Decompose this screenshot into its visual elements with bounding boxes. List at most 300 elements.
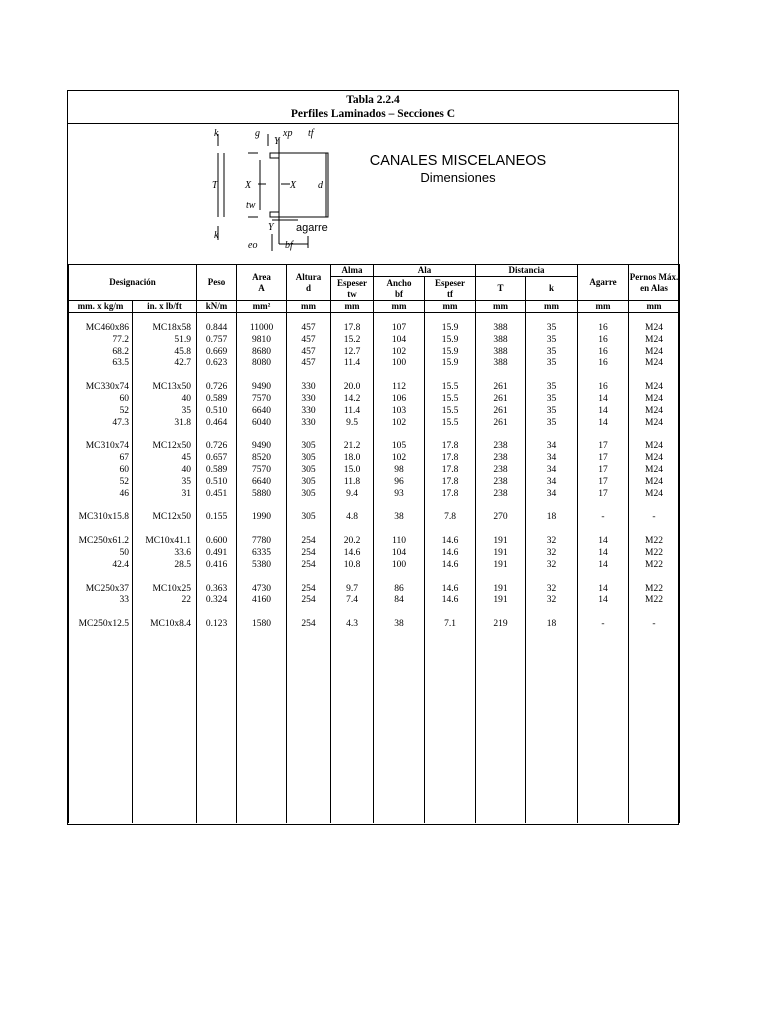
table-cell: 0.757 bbox=[197, 335, 237, 347]
table-cell: 17.8 bbox=[425, 429, 476, 453]
table-cell: 106 bbox=[374, 394, 425, 406]
label-T: T bbox=[212, 180, 218, 191]
label-tw: tw bbox=[246, 200, 256, 211]
table-cell: 15.2 bbox=[331, 335, 374, 347]
table-cell: 457 bbox=[287, 358, 331, 370]
table-cell: M24 bbox=[629, 465, 680, 477]
table-cell: 20.0 bbox=[331, 370, 374, 394]
table-cell: 68.2 bbox=[69, 347, 133, 359]
table-filler-cell bbox=[476, 631, 526, 823]
table-cell: 5380 bbox=[237, 560, 287, 572]
table-cell: 32 bbox=[526, 524, 578, 548]
table-cell: 15.9 bbox=[425, 335, 476, 347]
table-cell: 191 bbox=[476, 560, 526, 572]
table-cell: 16 bbox=[578, 313, 629, 335]
table-row bbox=[69, 465, 680, 477]
figure-block bbox=[68, 123, 678, 265]
table-cell: 38 bbox=[374, 607, 425, 631]
table-cell: - bbox=[629, 500, 680, 524]
header-area bbox=[237, 265, 287, 301]
label-x-right: X bbox=[290, 180, 297, 191]
table-cell: 14.6 bbox=[425, 548, 476, 560]
table-cell: 35 bbox=[526, 335, 578, 347]
table-cell: 35 bbox=[526, 370, 578, 394]
table-cell: 17 bbox=[578, 429, 629, 453]
table-cell: 7.1 bbox=[425, 607, 476, 631]
table-cell: MC12x50 bbox=[133, 429, 197, 453]
table-cell: 6040 bbox=[237, 418, 287, 430]
table-cell: 15.9 bbox=[425, 347, 476, 359]
table-cell: 0.155 bbox=[197, 500, 237, 524]
heading-main: CANALES MISCELANEOS bbox=[369, 153, 547, 169]
table-cell: 11.4 bbox=[331, 358, 374, 370]
table-cell: 35 bbox=[526, 347, 578, 359]
table-cell: 11.4 bbox=[331, 406, 374, 418]
table-cell: 14 bbox=[578, 595, 629, 607]
table-cell: 0.726 bbox=[197, 370, 237, 394]
table-row bbox=[69, 418, 680, 430]
table-cell: 112 bbox=[374, 370, 425, 394]
table-cell: 77.2 bbox=[69, 335, 133, 347]
table-row bbox=[69, 524, 680, 548]
table-cell: 34 bbox=[526, 489, 578, 501]
table-row bbox=[69, 500, 680, 524]
table-cell: 17.8 bbox=[425, 477, 476, 489]
table-cell: 261 bbox=[476, 394, 526, 406]
table-cell: 6335 bbox=[237, 548, 287, 560]
table-cell: 15.9 bbox=[425, 358, 476, 370]
table-cell: 14 bbox=[578, 560, 629, 572]
header-ala-ancho-label: Ancho bbox=[386, 277, 412, 288]
table-cell: 388 bbox=[476, 347, 526, 359]
table-cell: 15.9 bbox=[425, 313, 476, 335]
unit-cell: mm bbox=[476, 301, 526, 313]
table-cell: 38 bbox=[374, 500, 425, 524]
table-cell: 51.9 bbox=[133, 335, 197, 347]
header-ala-espesor-label: Espeser bbox=[435, 277, 466, 288]
table-cell: 6640 bbox=[237, 406, 287, 418]
table-cell: 238 bbox=[476, 429, 526, 453]
table-cell: 35 bbox=[526, 418, 578, 430]
table-cell: 32 bbox=[526, 595, 578, 607]
label-y-bottom: Y bbox=[268, 222, 274, 233]
header-ala-ancho bbox=[374, 277, 425, 301]
table-cell: 14 bbox=[578, 406, 629, 418]
label-x-left: X bbox=[245, 180, 252, 191]
unit-cell: mm bbox=[526, 301, 578, 313]
header-altura bbox=[287, 265, 331, 301]
table-filler-cell bbox=[629, 631, 680, 823]
table-cell: M24 bbox=[629, 394, 680, 406]
unit-cell: mm. x kg/m bbox=[69, 301, 133, 313]
table-filler-row bbox=[69, 631, 680, 823]
header-pernos: Pernos Máx. en Alas bbox=[629, 265, 680, 301]
table-cell: 305 bbox=[287, 477, 331, 489]
table-cell: 14.6 bbox=[425, 524, 476, 548]
table-cell: 107 bbox=[374, 313, 425, 335]
table-cell: 1580 bbox=[237, 607, 287, 631]
table-cell: 0.600 bbox=[197, 524, 237, 548]
label-y-top: Y bbox=[274, 136, 280, 147]
table-row bbox=[69, 347, 680, 359]
label-xp: xp bbox=[283, 128, 293, 139]
table-cell: 86 bbox=[374, 572, 425, 596]
table-cell: 31.8 bbox=[133, 418, 197, 430]
table-cell: 93 bbox=[374, 489, 425, 501]
table-cell: 191 bbox=[476, 524, 526, 548]
table-cell: M24 bbox=[629, 347, 680, 359]
table-cell: 15.5 bbox=[425, 418, 476, 430]
table-cell: MC460x86 bbox=[69, 313, 133, 335]
table-cell: 238 bbox=[476, 453, 526, 465]
table-cell: 254 bbox=[287, 607, 331, 631]
label-eo: eo bbox=[248, 240, 258, 251]
table-filler-cell bbox=[331, 631, 374, 823]
table-row bbox=[69, 595, 680, 607]
table-row bbox=[69, 394, 680, 406]
table-row bbox=[69, 335, 680, 347]
table-cell: M24 bbox=[629, 489, 680, 501]
table-cell: 15.0 bbox=[331, 465, 374, 477]
table-cell: 0.657 bbox=[197, 453, 237, 465]
table-cell: 14 bbox=[578, 394, 629, 406]
table-cell: 4730 bbox=[237, 572, 287, 596]
table-cell: MC10x25 bbox=[133, 572, 197, 596]
header-agarre: Agarre bbox=[578, 265, 629, 301]
table-cell: 17.8 bbox=[425, 453, 476, 465]
table-cell: 16 bbox=[578, 358, 629, 370]
table-cell: 219 bbox=[476, 607, 526, 631]
table-filler-cell bbox=[287, 631, 331, 823]
table-filler-cell bbox=[425, 631, 476, 823]
table-body bbox=[69, 313, 680, 823]
table-cell: 330 bbox=[287, 394, 331, 406]
table-row bbox=[69, 477, 680, 489]
table-cell: 388 bbox=[476, 335, 526, 347]
table-row bbox=[69, 406, 680, 418]
header-alma: Alma bbox=[331, 265, 374, 277]
table-cell: M24 bbox=[629, 418, 680, 430]
table-cell: MC10x8.4 bbox=[133, 607, 197, 631]
table-cell: 22 bbox=[133, 595, 197, 607]
table-cell: 17 bbox=[578, 465, 629, 477]
table-cell: 14 bbox=[578, 524, 629, 548]
table-cell: 457 bbox=[287, 347, 331, 359]
table-cell: 8080 bbox=[237, 358, 287, 370]
table-cell: 305 bbox=[287, 500, 331, 524]
table-cell: 254 bbox=[287, 595, 331, 607]
table-cell: 191 bbox=[476, 572, 526, 596]
header-ala: Ala bbox=[374, 265, 476, 277]
table-cell: M22 bbox=[629, 595, 680, 607]
unit-cell: kN/m bbox=[197, 301, 237, 313]
table-cell: 238 bbox=[476, 465, 526, 477]
table-cell: M24 bbox=[629, 370, 680, 394]
table-cell: 45 bbox=[133, 453, 197, 465]
table-cell: 254 bbox=[287, 572, 331, 596]
table-cell: 35 bbox=[133, 477, 197, 489]
table-filler-cell bbox=[526, 631, 578, 823]
table-cell: - bbox=[578, 500, 629, 524]
table-cell: 261 bbox=[476, 418, 526, 430]
table-cell: 63.5 bbox=[69, 358, 133, 370]
table-cell: M24 bbox=[629, 406, 680, 418]
table-cell: 96 bbox=[374, 477, 425, 489]
label-d: d bbox=[318, 180, 323, 191]
table-cell: 14.2 bbox=[331, 394, 374, 406]
table-row bbox=[69, 572, 680, 596]
table-cell: 16 bbox=[578, 335, 629, 347]
table-cell: 457 bbox=[287, 313, 331, 335]
table-cell: - bbox=[629, 607, 680, 631]
table-row bbox=[69, 313, 680, 335]
table-cell: 9490 bbox=[237, 429, 287, 453]
table-row bbox=[69, 560, 680, 572]
table-cell: 16 bbox=[578, 370, 629, 394]
table-cell: 67 bbox=[69, 453, 133, 465]
table-cell: 0.510 bbox=[197, 406, 237, 418]
table-cell: 0.491 bbox=[197, 548, 237, 560]
table-cell: 6640 bbox=[237, 477, 287, 489]
table-cell: 102 bbox=[374, 418, 425, 430]
table-cell: 0.363 bbox=[197, 572, 237, 596]
table-cell: 102 bbox=[374, 453, 425, 465]
table-cell: 17.8 bbox=[425, 465, 476, 477]
table-cell: 100 bbox=[374, 358, 425, 370]
table-cell: 21.2 bbox=[331, 429, 374, 453]
table-cell: M24 bbox=[629, 335, 680, 347]
header-ala-espesor-symbol: tf bbox=[447, 288, 454, 299]
table-cell: M22 bbox=[629, 572, 680, 596]
table-cell: MC250x37 bbox=[69, 572, 133, 596]
table-cell: 4.8 bbox=[331, 500, 374, 524]
table-filler-cell bbox=[374, 631, 425, 823]
table-cell: 305 bbox=[287, 465, 331, 477]
header-ala-ancho-symbol: bf bbox=[395, 288, 404, 299]
label-tf-top: tf bbox=[308, 128, 314, 139]
table-cell: 14.6 bbox=[425, 560, 476, 572]
table-cell: M24 bbox=[629, 358, 680, 370]
table-cell: 305 bbox=[287, 453, 331, 465]
table-cell: 191 bbox=[476, 548, 526, 560]
table-cell: 16 bbox=[578, 347, 629, 359]
table-cell: 33 bbox=[69, 595, 133, 607]
table-cell: 8680 bbox=[237, 347, 287, 359]
table-cell: 0.589 bbox=[197, 465, 237, 477]
table-cell: 7.4 bbox=[331, 595, 374, 607]
table-cell: 18 bbox=[526, 500, 578, 524]
dimensions-table bbox=[68, 264, 680, 823]
table-frame bbox=[67, 90, 679, 825]
table-cell: 17 bbox=[578, 477, 629, 489]
table-cell: 0.416 bbox=[197, 560, 237, 572]
table-cell: MC12x50 bbox=[133, 500, 197, 524]
unit-cell: mm² bbox=[237, 301, 287, 313]
table-cell: 18.0 bbox=[331, 453, 374, 465]
table-cell: 9490 bbox=[237, 370, 287, 394]
table-cell: 15.5 bbox=[425, 406, 476, 418]
table-cell: 17 bbox=[578, 453, 629, 465]
table-cell: 330 bbox=[287, 370, 331, 394]
table-cell: MC310x15.8 bbox=[69, 500, 133, 524]
table-cell: 40 bbox=[133, 465, 197, 477]
unit-cell: mm bbox=[629, 301, 680, 313]
header-peso: Peso bbox=[197, 265, 237, 301]
table-cell: 60 bbox=[69, 465, 133, 477]
table-cell: 4160 bbox=[237, 595, 287, 607]
table-cell: 14.6 bbox=[425, 595, 476, 607]
table-cell: 45.8 bbox=[133, 347, 197, 359]
table-cell: 34 bbox=[526, 477, 578, 489]
table-cell: M24 bbox=[629, 453, 680, 465]
table-cell: 0.669 bbox=[197, 347, 237, 359]
title-block bbox=[68, 91, 678, 124]
table-cell: 104 bbox=[374, 548, 425, 560]
table-cell: 191 bbox=[476, 595, 526, 607]
table-cell: 254 bbox=[287, 560, 331, 572]
table-cell: 104 bbox=[374, 335, 425, 347]
table-cell: 11000 bbox=[237, 313, 287, 335]
table-cell: 254 bbox=[287, 548, 331, 560]
table-cell: 35 bbox=[133, 406, 197, 418]
table-cell: 305 bbox=[287, 489, 331, 501]
table-cell: 17.8 bbox=[425, 489, 476, 501]
table-cell: 9.4 bbox=[331, 489, 374, 501]
table-row bbox=[69, 548, 680, 560]
table-cell: 28.5 bbox=[133, 560, 197, 572]
table-row bbox=[69, 358, 680, 370]
table-cell: 1990 bbox=[237, 500, 287, 524]
table-cell: 17 bbox=[578, 489, 629, 501]
header-alma-espesor-label: Espeser bbox=[337, 277, 368, 288]
table-cell: 14.6 bbox=[425, 572, 476, 596]
table-cell: 102 bbox=[374, 347, 425, 359]
unit-cell: mm bbox=[331, 301, 374, 313]
table-cell: 35 bbox=[526, 394, 578, 406]
table-row bbox=[69, 453, 680, 465]
table-cell: 7570 bbox=[237, 394, 287, 406]
table-cell: 0.844 bbox=[197, 313, 237, 335]
table-filler-cell bbox=[237, 631, 287, 823]
table-cell: 17.8 bbox=[331, 313, 374, 335]
table-cell: 388 bbox=[476, 313, 526, 335]
table-cell: 100 bbox=[374, 560, 425, 572]
table-cell: 18 bbox=[526, 607, 578, 631]
table-cell: 15.5 bbox=[425, 394, 476, 406]
table-cell: MC13x50 bbox=[133, 370, 197, 394]
table-cell: MC10x41.1 bbox=[133, 524, 197, 548]
table-title: Perfiles Laminados – Secciones C bbox=[290, 108, 456, 120]
table-row bbox=[69, 489, 680, 501]
table-cell: 84 bbox=[374, 595, 425, 607]
header-designacion: Designación bbox=[69, 265, 197, 301]
table-cell: 14 bbox=[578, 548, 629, 560]
table-cell: 9810 bbox=[237, 335, 287, 347]
unit-cell: mm bbox=[425, 301, 476, 313]
header-distancia: Distancia bbox=[476, 265, 578, 277]
table-cell: 110 bbox=[374, 524, 425, 548]
header-ala-espesor bbox=[425, 277, 476, 301]
table-cell: 0.726 bbox=[197, 429, 237, 453]
table-row bbox=[69, 607, 680, 631]
table-cell: 254 bbox=[287, 524, 331, 548]
table-cell: 305 bbox=[287, 429, 331, 453]
table-cell: 35 bbox=[526, 406, 578, 418]
label-agarre: agarre bbox=[296, 222, 328, 234]
header-distancia-k: k bbox=[526, 277, 578, 301]
table-cell: MC18x58 bbox=[133, 313, 197, 335]
channel-section-diagram bbox=[138, 126, 348, 261]
table-cell: 330 bbox=[287, 406, 331, 418]
table-cell: M22 bbox=[629, 524, 680, 548]
unit-cell: mm bbox=[374, 301, 425, 313]
table-cell: 0.510 bbox=[197, 477, 237, 489]
table-cell: 0.464 bbox=[197, 418, 237, 430]
label-bf: bf bbox=[285, 240, 293, 251]
table-cell: 42.7 bbox=[133, 358, 197, 370]
header-area-label: Area bbox=[252, 271, 271, 282]
table-cell: 52 bbox=[69, 406, 133, 418]
table-cell: - bbox=[578, 607, 629, 631]
unit-cell: in. x lb/ft bbox=[133, 301, 197, 313]
table-cell: 32 bbox=[526, 560, 578, 572]
table-cell: M24 bbox=[629, 313, 680, 335]
table-filler-cell bbox=[578, 631, 629, 823]
table-cell: 7780 bbox=[237, 524, 287, 548]
table-cell: 388 bbox=[476, 358, 526, 370]
table-cell: 4.3 bbox=[331, 607, 374, 631]
table-cell: M24 bbox=[629, 429, 680, 453]
header-area-symbol: A bbox=[258, 282, 265, 293]
table-cell: 103 bbox=[374, 406, 425, 418]
table-cell: 238 bbox=[476, 489, 526, 501]
table-cell: 42.4 bbox=[69, 560, 133, 572]
table-cell: 47.3 bbox=[69, 418, 133, 430]
unit-cell: mm bbox=[578, 301, 629, 313]
table-cell: MC310x74 bbox=[69, 429, 133, 453]
table-cell: 35 bbox=[526, 313, 578, 335]
table-cell: 20.2 bbox=[331, 524, 374, 548]
table-cell: MC250x12.5 bbox=[69, 607, 133, 631]
table-cell: 32 bbox=[526, 548, 578, 560]
table-cell: 14.6 bbox=[331, 548, 374, 560]
table-cell: 457 bbox=[287, 335, 331, 347]
table-cell: 8520 bbox=[237, 453, 287, 465]
table-cell: M22 bbox=[629, 560, 680, 572]
label-k-top: k bbox=[214, 128, 219, 139]
label-g: g bbox=[255, 128, 260, 139]
table-cell: 0.324 bbox=[197, 595, 237, 607]
table-cell: 32 bbox=[526, 572, 578, 596]
table-filler-cell bbox=[69, 631, 133, 823]
table-cell: 330 bbox=[287, 418, 331, 430]
table-filler-cell bbox=[197, 631, 237, 823]
unit-cell: mm bbox=[287, 301, 331, 313]
table-cell: 31 bbox=[133, 489, 197, 501]
table-cell: 0.123 bbox=[197, 607, 237, 631]
table-cell: 34 bbox=[526, 429, 578, 453]
header-alma-espesor-symbol: tw bbox=[347, 288, 357, 299]
table-cell: 0.451 bbox=[197, 489, 237, 501]
table-cell: 238 bbox=[476, 477, 526, 489]
table-cell: M24 bbox=[629, 477, 680, 489]
table-cell: 0.623 bbox=[197, 358, 237, 370]
table-cell: MC330x74 bbox=[69, 370, 133, 394]
table-cell: M22 bbox=[629, 548, 680, 560]
table-cell: 7570 bbox=[237, 465, 287, 477]
table-cell: 10.8 bbox=[331, 560, 374, 572]
table-cell: 60 bbox=[69, 394, 133, 406]
